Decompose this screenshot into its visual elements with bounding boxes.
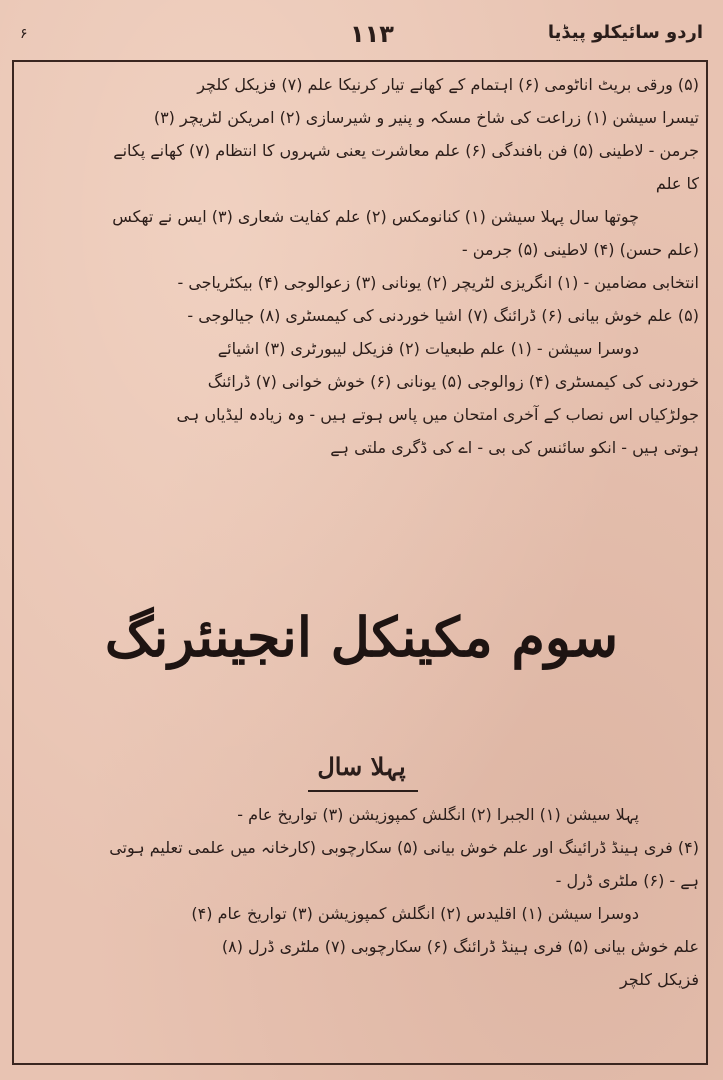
body-text-block-2 bbox=[30, 798, 699, 996]
text-line: (۴) فری ہینڈ ڈرائینگ اور علم خوش بیانی (۵) سکارچوبی (کارخانہ میں علمی تعلیم ہوتی bbox=[109, 838, 699, 857]
text-line: (۵) ورقی بریٹ اناٹومی (۶) اہتمام کے کھانے تیار کرنیکا علم (۷) فزیکل کلچر bbox=[197, 75, 699, 94]
text-line: جولڑکیاں اس نصاب کے آخری امتحان میں پاس ہوتے ہیں - وہ زیادہ لیڈیاں ہی bbox=[176, 405, 699, 424]
text-line: کا علم bbox=[655, 174, 699, 193]
text-line: چوتھا سال پہلا سیشن (۱) کنانومکس (۲) علم کفایت شعاری (۳) ایس نے تھکس bbox=[112, 207, 639, 226]
text-line: جرمن - لاطینی (۵) فن بافندگی (۶) علم معاشرت یعنی شہروں کا انتظام (۷) کھانے پکانے bbox=[113, 141, 699, 160]
page-header bbox=[20, 18, 703, 54]
text-line: خوردنی کی کیمسٹری (۴) زوالوجی (۵) یونانی (۶) خوش خوانی (۷) ڈرائنگ bbox=[207, 372, 699, 391]
running-title: اردو سائیکلو پیڈیا bbox=[547, 22, 703, 43]
header-left-mark: ۶ bbox=[20, 26, 28, 42]
text-line: دوسرا سیشن - (۱) علم طبعیات (۲) فزیکل لیبورٹری (۳) اشیائے bbox=[217, 339, 639, 358]
section-subheading: پہلا سال bbox=[317, 752, 406, 781]
text-line: فزیکل کلچر bbox=[619, 970, 699, 989]
text-line: انتخابی مضامین - (۱) انگریزی لٹریچر (۲) یونانی (۳) زعوالوجی (۴) بیکٹریاجی - bbox=[177, 273, 699, 292]
page-number: ۱۱۳ bbox=[350, 20, 394, 48]
text-line: (علم حسن) (۴) لاطینی (۵) جرمن - bbox=[461, 240, 699, 259]
subheading-underline bbox=[308, 790, 418, 792]
text-line: ہے - (۶) ملٹری ڈرل - bbox=[555, 871, 699, 890]
body-text-block bbox=[30, 68, 699, 464]
text-line: دوسرا سیشن (۱) اقلیدس (۲) انگلش کمپوزیشن (۳) تواریخ عام (۴) bbox=[191, 904, 639, 923]
section-heading: سوم مکینکل انجینئرنگ bbox=[104, 605, 619, 669]
text-line: تیسرا سیشن (۱) زراعت کی شاخ مسکہ و پنیر و شیرسازی (۲) امریکن لٹریچر (۳) bbox=[153, 108, 699, 127]
text-line: (۵) علم خوش بیانی (۶) ڈرائنگ (۷) اشیا خوردنی کی کیمسٹری (۸) جیالوجی - bbox=[187, 306, 699, 325]
text-line: پہلا سیشن (۱) الجبرا (۲) انگلش کمپوزیشن (۳) تواریخ عام - bbox=[237, 805, 639, 824]
text-line: ہوتی ہیں - انکو سائنس کی بی - اے کی ڈگری ملتی ہے bbox=[330, 438, 699, 457]
text-line: علم خوش بیانی (۵) فری ہینڈ ڈرائنگ (۶) سکارچوبی (۷) ملٹری ڈرل (۸) bbox=[221, 937, 699, 956]
